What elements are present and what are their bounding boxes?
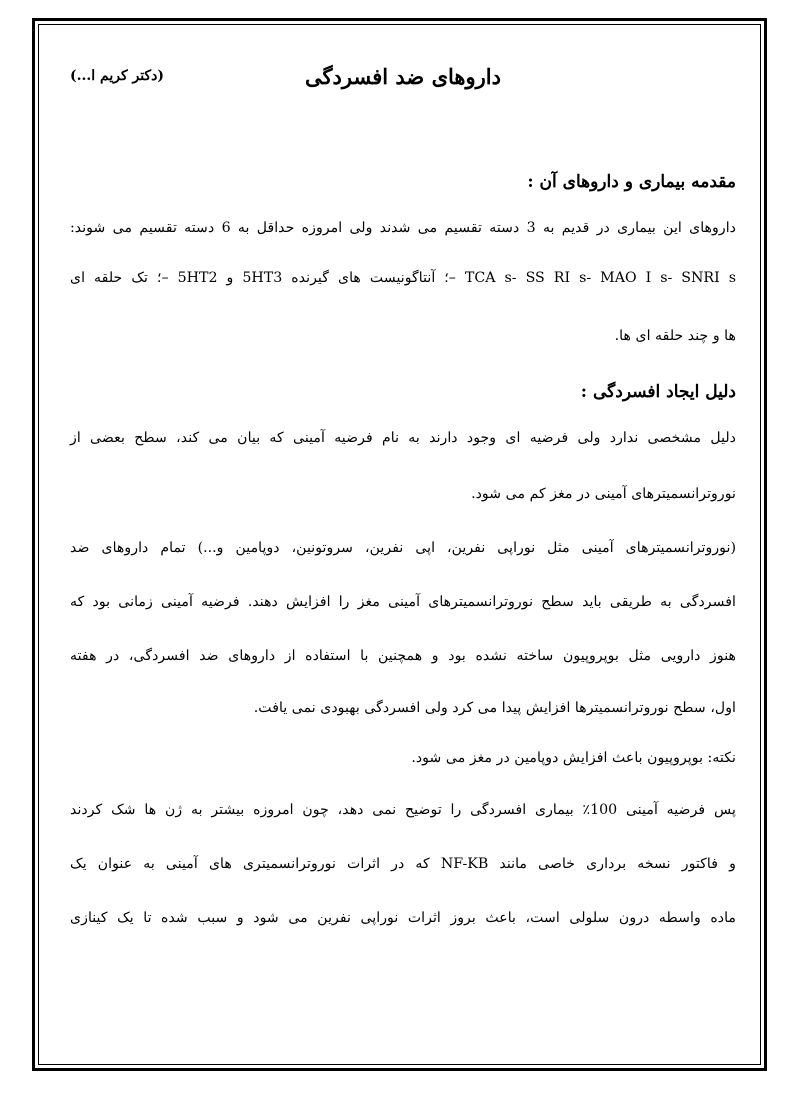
paragraph-line: افسردگی به طریقی باید سطح نوروترانسمیترهای آمینی مغز را افزایش دهند. فرضیه آمینی زمانی بود که [70, 594, 736, 610]
paragraph-line: هنوز دارویی مثل بوپروپیون ساخته نشده بود و همچنین با استفاده از داروهای ضد افسردگی، در هفته [70, 648, 736, 664]
page-header [70, 50, 736, 100]
note-line: نکته: بوپروپیون باعث افزایش دوپامین در مغز می شود. [411, 750, 736, 766]
paragraph-line: (نوروترانسمیترهای آمینی مثل نوراپی نفرین، اپی نفرین، سروتونین، دوپامین و...) تمام داروهای ضد [70, 540, 736, 556]
paragraph-line: ها و چند حلقه ای ها. [614, 328, 736, 344]
document-page [70, 50, 736, 1050]
paragraph-line: و فاکتور نسخه برداری خاصی مانند NF-KB که در اثرات نوروترانسمیتری های آمینی به عنوان یک [70, 856, 736, 872]
document-title: داروهای ضد افسردگی [305, 64, 501, 89]
paragraph-line: اول، سطح نوروترانسمیترها افزایش پیدا می کرد ولی افسردگی بهبودی نمی یافت. [253, 700, 736, 716]
paragraph-line: ماده واسطه درون سلولی است، باعث بروز اثرات نوراپی نفرین می شود و سبب شده تا یک کینازی [70, 910, 736, 926]
paragraph-line: دلیل مشخصی ندارد ولی فرضیه ای وجود دارند به نام فرضیه آمینی که بیان می کند، سطح بعضی از [70, 430, 736, 446]
section-heading-cause: دلیل ایجاد افسردگی : [580, 382, 736, 402]
paragraph-line: داروهای این بیماری در قدیم به 3 دسته تقسیم می شدند ولی امروزه حداقل به 6 دسته تقسیم می شوند: [70, 220, 736, 236]
section-heading-intro: مقدمه بیماری و داروهای آن : [527, 172, 736, 192]
paragraph-line: پس فرضیه آمینی 100٪ بیماری افسردگی را توضیح نمی دهد، چون امروزه بیشتر به ژن ها شک کردند [70, 802, 737, 818]
paragraph-line: نوروترانسمیترهای آمینی در مغز کم می شود. [471, 486, 736, 502]
author-label: (دکتر کریم ا...) [70, 68, 164, 84]
paragraph-line: TCA s- SS RI s- MAO I s- SNRI s –؛ آنتاگونیست های گیرنده 5HT3 و 5HT2 –؛ تک حلقه ای [70, 270, 736, 286]
